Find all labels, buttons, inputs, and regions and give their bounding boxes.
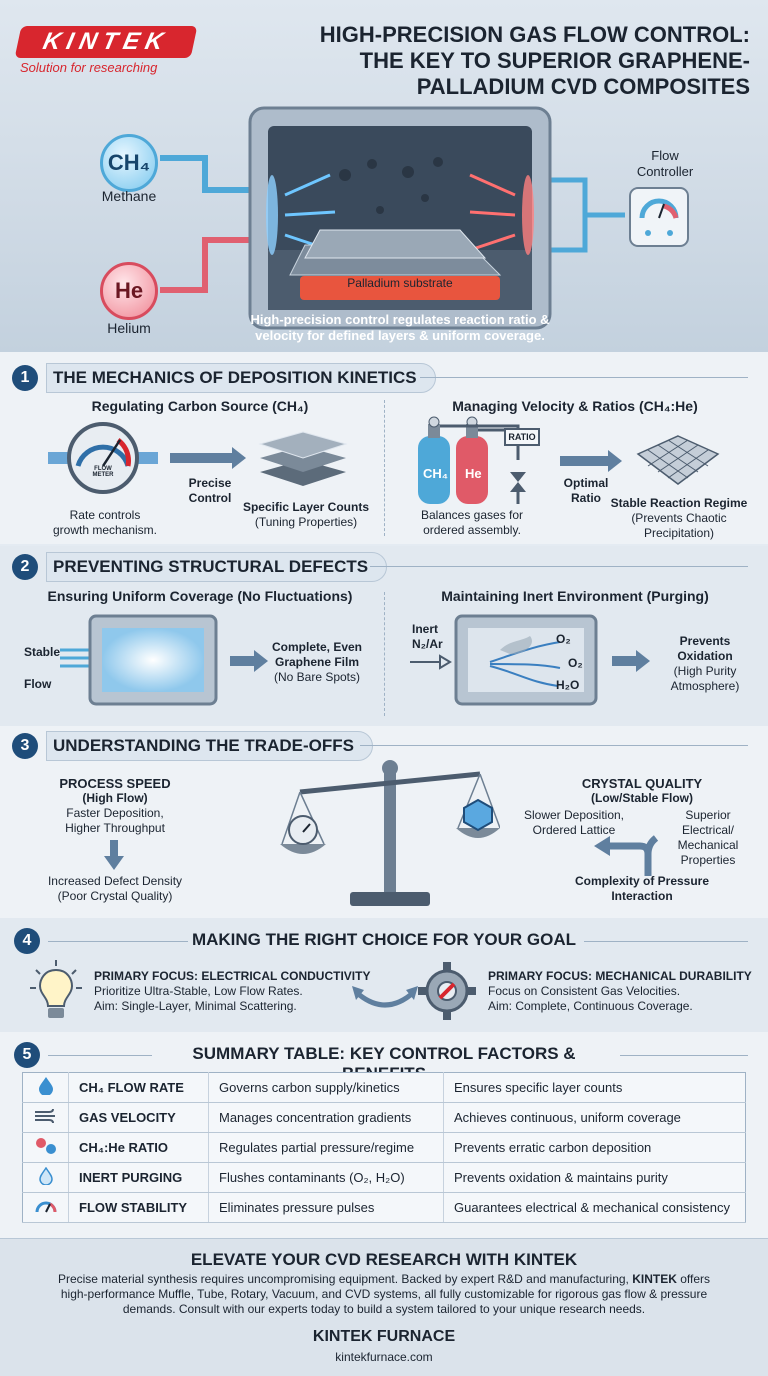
stable-flow-1: Stable	[24, 645, 61, 659]
superior-properties-3: Mechanical	[677, 838, 739, 852]
flow-controller-label-2: Controller	[636, 164, 694, 179]
crystal-quality-1: CRYSTAL QUALITY	[581, 776, 703, 791]
table-cell-benefit: Prevents oxidation & maintains purity	[444, 1163, 746, 1193]
hero-caption	[200, 312, 600, 344]
stable-regime-1: Stable Reaction Regime	[610, 496, 748, 510]
defect-density-2: (Poor Crystal Quality)	[57, 889, 173, 903]
optimal-ratio-2: Ratio	[571, 491, 601, 505]
cylinder-he-label: He	[465, 466, 482, 481]
oxygen-label-1: O₂	[556, 632, 571, 646]
table-cell-governs: Flushes contaminants (O₂, H₂O)	[209, 1163, 444, 1193]
cylinder-ch4-label: CH₄	[423, 466, 448, 481]
layer-counts-2: (Tuning Properties)	[254, 515, 358, 529]
footer-url-link[interactable]: kintekfurnace.com	[335, 1350, 433, 1364]
rate-controls-1: Rate controls	[69, 508, 141, 522]
table-row	[23, 1193, 746, 1223]
section-3-title: UNDERSTANDING THE TRADE-OFFS	[46, 731, 373, 761]
complete-film-1: Complete, Even	[271, 640, 363, 654]
table-row	[23, 1073, 746, 1103]
stable-regime-3: Precipitation)	[643, 526, 715, 540]
stable-regime-text	[604, 496, 754, 541]
section-5-number: 5	[14, 1042, 40, 1068]
table-cell-governs: Manages concentration gradients	[209, 1103, 444, 1133]
section-4-title: MAKING THE RIGHT CHOICE FOR YOUR GOAL	[191, 930, 577, 949]
stable-regime-2: (Prevents Chaotic	[631, 511, 727, 525]
section-1-divider	[384, 400, 385, 536]
process-speed-2: (High Flow)	[82, 791, 148, 805]
uniform-chamber-icon	[60, 612, 220, 708]
ratio-box: RATIO	[504, 428, 540, 446]
helium-label: Helium	[107, 320, 151, 336]
table-row	[23, 1103, 746, 1133]
section-2-header	[12, 551, 387, 583]
wind-icon	[23, 1103, 69, 1133]
electrical-focus-1: Prioritize Ultra-Stable, Low Flow Rates.	[94, 984, 303, 998]
drop-outline-icon	[23, 1163, 69, 1193]
mechanical-focus-1: Focus on Consistent Gas Velocities.	[488, 984, 681, 998]
superior-properties-4: Properties	[680, 853, 736, 867]
droplet-icon	[23, 1073, 69, 1103]
gear-icon	[418, 962, 476, 1020]
electrical-focus-block	[94, 968, 384, 1014]
footer-paragraph-line-1	[20, 1272, 748, 1287]
process-speed-text	[30, 776, 200, 836]
footer-paragraph	[20, 1272, 748, 1317]
helium-bubble	[100, 262, 158, 320]
prevents-oxidation-2: Oxidation	[677, 649, 733, 663]
complexity-1: Complexity of Pressure	[574, 874, 710, 888]
gauge-icon	[23, 1193, 69, 1223]
methane-bubble	[100, 134, 158, 192]
process-speed-4: Higher Throughput	[65, 821, 165, 835]
section-2-title: PREVENTING STRUCTURAL DEFECTS	[46, 552, 387, 582]
page-title	[320, 22, 750, 100]
footer-p2: high-performance Muffle, Tube, Rotary, Vacuum, and CVD systems, all fully customizable for rigorous gas flow & pressure	[60, 1287, 708, 1301]
layer-stack-icon	[258, 420, 348, 492]
complete-film-text	[262, 640, 372, 685]
rate-controls-2: growth mechanism.	[52, 523, 158, 537]
page-title-line-2: THE KEY TO SUPERIOR GRAPHENE-	[359, 48, 750, 73]
water-label: H₂O	[556, 678, 580, 692]
superior-properties-text	[668, 808, 748, 868]
table-cell-benefit: Achieves continuous, uniform coverage	[444, 1103, 746, 1133]
process-speed-3: Faster Deposition,	[66, 806, 164, 820]
section-5-title: SUMMARY TABLE: KEY CONTROL FACTORS &	[192, 1044, 576, 1063]
precise-control-label	[178, 476, 242, 506]
table-cell-benefit: Guarantees electrical & mechanical consistency	[444, 1193, 746, 1223]
section-3-number: 3	[12, 733, 38, 759]
layer-counts-text	[236, 500, 376, 530]
section-5-rule-left	[48, 1055, 152, 1056]
defect-density-text	[20, 874, 210, 904]
prevents-oxidation-3: (High Purity	[673, 664, 737, 678]
page-title-line-3: PALLADIUM CVD COMPOSITES	[416, 74, 750, 99]
table-cell-benefit: Prevents erratic carbon deposition	[444, 1133, 746, 1163]
section-1-number: 1	[12, 365, 38, 391]
velocity-ratio-title: Managing Velocity & Ratios (CH₄:He)	[452, 398, 698, 414]
footer-p3: demands. Consult with our experts today to build a system tailored to your unique research needs.	[122, 1302, 646, 1316]
split-arrow-icon	[594, 832, 670, 876]
table-cell-factor: CH₄ FLOW RATE	[69, 1073, 209, 1103]
footer-p1b: offers	[680, 1272, 711, 1286]
oxygen-label-2: O₂	[568, 656, 583, 670]
footer-title: ELEVATE YOUR CVD RESEARCH WITH KINTEK	[190, 1250, 578, 1269]
prevents-oxidation-1: Prevents	[679, 634, 731, 648]
complexity-text	[562, 874, 722, 904]
methane-symbol: CH₄	[107, 150, 151, 175]
section-2-rule	[370, 566, 748, 567]
section-4-number: 4	[14, 928, 40, 954]
inert-gas-1: Inert	[412, 622, 439, 636]
section-1-rule	[420, 377, 748, 378]
complete-film-2: Graphene Film	[274, 655, 360, 669]
table-cell-governs: Regulates partial pressure/regime	[209, 1133, 444, 1163]
table-cell-benefit: Ensures specific layer counts	[444, 1073, 746, 1103]
footer-p1: Precise material synthesis requires uncompromising equipment. Backed by expert R&D and manufacturing,	[57, 1272, 629, 1286]
brand-logo[interactable]	[15, 26, 198, 58]
process-speed-1: PROCESS SPEED	[59, 776, 171, 791]
section-1-header	[12, 362, 436, 394]
precise-control-arrow	[170, 453, 234, 463]
precise-control-2: Control	[188, 491, 232, 505]
mechanical-focus-block	[488, 968, 758, 1014]
crystal-quality-text	[562, 776, 722, 806]
stable-flow-2: Flow	[24, 677, 52, 691]
superior-properties-2: Electrical/	[681, 823, 734, 837]
table-row	[23, 1163, 746, 1193]
section-5-rule-right	[620, 1055, 748, 1056]
table-cell-factor: CH₄:He RATIO	[69, 1133, 209, 1163]
carbon-source-title: Regulating Carbon Source (CH₄)	[91, 398, 309, 414]
substrate-label: Palladium substrate	[347, 276, 453, 290]
precise-control-1: Precise	[188, 476, 232, 490]
brand-logo-text: KINTEK	[40, 28, 172, 55]
choice-arrows-icon	[352, 984, 418, 1014]
balance-scale-icon	[280, 752, 500, 912]
defect-density-1: Increased Defect Density	[47, 874, 183, 888]
table-cell-factor: GAS VELOCITY	[69, 1103, 209, 1133]
flow-meter-gauge-icon	[48, 418, 158, 498]
balances-gases-1: Balances gases for	[420, 508, 524, 522]
complete-film-arrow	[230, 656, 256, 666]
section-1-title: THE MECHANICS OF DEPOSITION KINETICS	[46, 363, 436, 393]
section-4-rule-left	[48, 941, 188, 942]
table-row	[23, 1133, 746, 1163]
complexity-2: Interaction	[611, 889, 673, 903]
optimal-ratio-arrow	[560, 456, 610, 466]
hero-caption-2: velocity for defined layers & uniform coverage.	[255, 328, 545, 343]
footer-brand: KINTEK	[632, 1272, 677, 1286]
complete-film-3: (No Bare Spots)	[273, 670, 361, 684]
prevents-oxidation-text	[650, 634, 760, 694]
brand-tagline: Solution for researching	[20, 60, 158, 75]
down-arrow-icon	[104, 840, 124, 870]
inert-environment-title: Maintaining Inert Environment (Purging)	[441, 588, 709, 604]
crystal-quality-2: (Low/Stable Flow)	[591, 791, 693, 805]
layer-counts-1: Specific Layer Counts	[242, 500, 370, 514]
balances-gases-2: ordered assembly.	[423, 523, 521, 537]
rate-controls-text	[40, 508, 170, 538]
prevents-oxidation-arrow	[612, 656, 638, 666]
flow-controller-label-1: Flow	[651, 148, 679, 163]
section-2-divider	[384, 592, 385, 716]
footer-company: KINTEK FURNACE	[312, 1328, 456, 1345]
inert-gas-2: N₂/Ar	[412, 637, 443, 651]
electrical-focus-head: PRIMARY FOCUS: ELECTRICAL CONDUCTIVITY	[94, 969, 371, 983]
prevents-oxidation-4: Atmosphere)	[670, 679, 740, 693]
superior-properties-1: Superior	[685, 808, 731, 822]
electrical-focus-2: Aim: Single-Layer, Minimal Scattering.	[94, 999, 297, 1013]
hero-caption-1: High-precision control regulates reaction ratio &	[250, 312, 550, 327]
section-4-rule-right	[584, 941, 748, 942]
molecule-icon	[23, 1133, 69, 1163]
balances-gases-text	[402, 508, 542, 538]
flow-controller-label	[620, 148, 710, 180]
summary-table	[22, 1072, 746, 1223]
section-3-rule	[360, 745, 748, 746]
section-2-number: 2	[12, 554, 38, 580]
table-cell-factor: FLOW STABILITY	[69, 1193, 209, 1223]
slower-deposition-1: Slower Deposition,	[523, 808, 625, 822]
lattice-mesh-icon	[636, 430, 720, 490]
mechanical-focus-head: PRIMARY FOCUS: MECHANICAL DURABILITY	[488, 969, 752, 983]
optimal-ratio-1: Optimal	[563, 476, 609, 490]
uniform-coverage-title: Ensuring Uniform Coverage (No Fluctuations)	[47, 588, 353, 604]
methane-label: Methane	[101, 188, 157, 204]
page-title-line-1: HIGH-PRECISION GAS FLOW CONTROL:	[319, 22, 750, 47]
slower-deposition-2: Ordered Lattice	[532, 823, 616, 837]
flow-meter-label: FLOW METER	[92, 466, 114, 478]
helium-symbol: He	[114, 278, 144, 303]
table-cell-factor: INERT PURGING	[69, 1163, 209, 1193]
lightbulb-icon	[30, 960, 82, 1022]
table-cell-governs: Governs carbon supply/kinetics	[209, 1073, 444, 1103]
mechanical-focus-2: Aim: Complete, Continuous Coverage.	[488, 999, 693, 1013]
table-cell-governs: Eliminates pressure pulses	[209, 1193, 444, 1223]
